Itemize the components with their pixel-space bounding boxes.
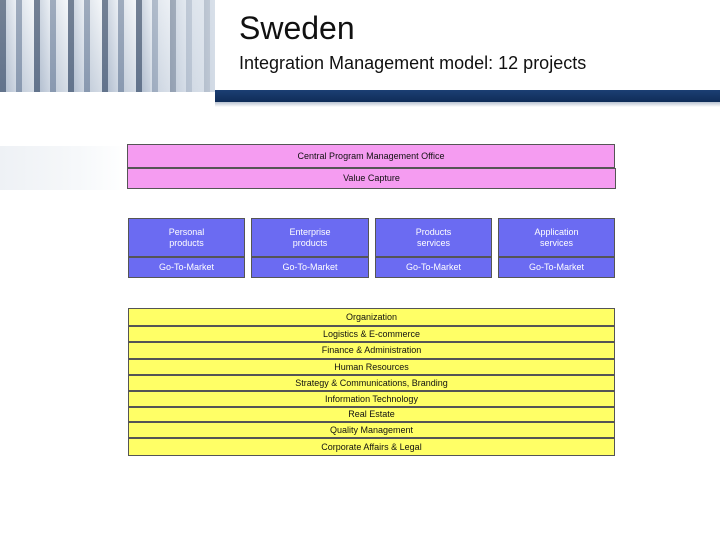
page-subtitle: Integration Management model: 12 projects xyxy=(239,53,587,73)
function-box-hr xyxy=(128,359,615,375)
function-label: Corporate Affairs & Legal xyxy=(321,441,422,452)
function-label: Real Estate xyxy=(348,409,395,419)
gtm-label: Go-To-Market xyxy=(282,262,338,272)
bu-label-personal: Personal products xyxy=(168,226,205,248)
bu-box-products-services xyxy=(375,218,492,257)
value-capture-label: Value Capture xyxy=(343,173,400,183)
function-box-finance xyxy=(128,342,615,359)
gtm-label: Go-To-Market xyxy=(405,262,461,272)
bu-box-application-services xyxy=(498,218,615,257)
function-box-strategy xyxy=(128,375,615,391)
gtm-box-enterprise xyxy=(251,257,369,278)
function-box-real-estate xyxy=(128,407,615,422)
gtm-label: Go-To-Market xyxy=(528,262,584,272)
function-label: Quality Management xyxy=(329,424,414,435)
header-photo xyxy=(0,0,215,92)
function-box-logistics xyxy=(128,326,615,342)
cpmo-box xyxy=(127,144,615,168)
gtm-box-products-services xyxy=(375,257,492,278)
function-box-it xyxy=(128,391,615,407)
header-band-shadow xyxy=(215,102,720,107)
function-box-organization xyxy=(128,308,615,326)
background-fade xyxy=(0,146,128,190)
header-band xyxy=(215,90,720,102)
function-label: Strategy & Communications, Branding xyxy=(295,377,448,388)
bu-label-enterprise: Enterprise products xyxy=(289,226,331,248)
function-label: Information Technology xyxy=(325,393,418,404)
bu-box-personal xyxy=(128,218,245,257)
function-box-quality xyxy=(128,422,615,438)
function-label: Human Resources xyxy=(334,361,409,372)
gtm-box-application-services xyxy=(498,257,615,278)
value-capture-box xyxy=(127,168,616,189)
gtm-label: Go-To-Market xyxy=(158,262,214,272)
gtm-box-personal xyxy=(128,257,245,278)
function-label: Organization xyxy=(345,311,398,322)
cpmo-label: Central Program Management Office xyxy=(297,150,445,161)
function-box-corporate-affairs xyxy=(128,438,615,456)
bu-label-products-services: Products services xyxy=(415,226,452,248)
page-title: Sweden xyxy=(239,10,355,46)
bu-label-application-services: Application services xyxy=(534,226,579,248)
function-label: Logistics & E-commerce xyxy=(322,328,421,339)
bu-box-enterprise xyxy=(251,218,369,257)
function-label: Finance & Administration xyxy=(321,345,422,355)
